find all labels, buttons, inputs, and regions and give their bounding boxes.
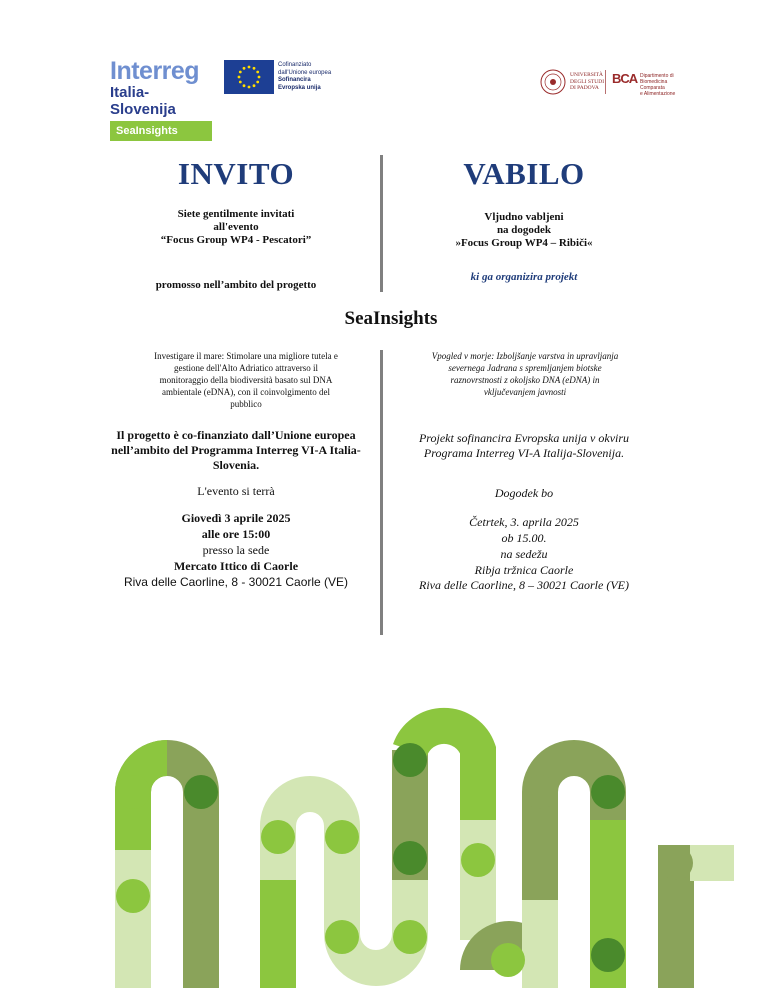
- slovenian-cofinancing: Projekt sofinancira Evropska unija v okviru Programa Interreg VI-A Italija-Slovenija.: [418, 431, 630, 460]
- department-name: [640, 73, 690, 97]
- italian-time: alle ore 15:00: [201, 527, 271, 541]
- slovenian-description: Vpogled v morje: Izboljšanje varstva in upravljanja severnega Jadrana s spremljanjem biotske raznovrstnosti z okoljsko DNA (eDNA) in vključevanjem javnosti: [431, 351, 619, 397]
- bca-mark-icon: BCA: [612, 71, 638, 86]
- eu-cofunding-text: [278, 62, 348, 92]
- uni-line-1: UNIVERSITÀ: [570, 72, 603, 78]
- slovenian-event-intro: Dogodek bo: [494, 486, 554, 500]
- seainsights-badge: SeaInsights: [110, 121, 212, 141]
- slovenian-organized: ki ga organizira projekt: [470, 271, 578, 283]
- italian-promoted: promosso nell’ambito del progetto: [155, 279, 317, 291]
- column-divider-top: [380, 155, 383, 292]
- slovenian-title: VABILO: [463, 156, 585, 191]
- logo-divider: [605, 70, 606, 94]
- italian-description: Investigare il mare: Stimolare una migliore tutela e gestione dell'Alto Adriatico attraverso il monitoraggio della biodiversità basato sul DNA ambientale (eDNA), con il coinvolgimento del pubblico: [154, 351, 338, 409]
- slovenian-invite-line-3: »Focus Group WP4 – Ribiči«: [455, 237, 593, 249]
- slovenian-time: ob 15.00.: [501, 531, 547, 545]
- italian-date: Giovedì 3 aprile 2025: [181, 511, 291, 525]
- slovenian-invite: [398, 211, 650, 250]
- university-name: [570, 72, 614, 92]
- slovenian-invite-line-2: na dogodek: [496, 224, 552, 236]
- uni-line-2: DEGLI STUDI: [570, 78, 605, 85]
- italian-venue-intro: presso la sede: [202, 543, 270, 557]
- italian-invite-line-1: Siete gentilmente invitati: [177, 208, 295, 220]
- italian-title: INVITO: [177, 156, 295, 191]
- slovenian-venue: Ribja tržnica Caorle: [474, 563, 574, 577]
- interreg-wordmark: Interreg: [110, 57, 200, 85]
- dept-line-2: Biomedicina Comparata: [640, 79, 668, 91]
- project-name: SeaInsights: [344, 308, 438, 329]
- italian-event-intro: L'evento si terrà: [197, 484, 275, 498]
- column-divider-bottom: [380, 350, 383, 635]
- uni-line-3: DI PADOVA: [570, 85, 599, 91]
- eu-flag-icon: [224, 60, 274, 94]
- interreg-region: Italia-Slovenija: [110, 84, 176, 118]
- slovenian-venue-intro: na sedežu: [500, 547, 548, 561]
- italian-venue: Mercato Ittico di Caorle: [173, 559, 299, 573]
- dept-line-3: e Alimentazione: [640, 91, 676, 97]
- italian-invite-line-2: all'evento: [213, 221, 259, 233]
- interreg-logo: [110, 58, 214, 141]
- eu-line-3: Sofinancira: [278, 77, 311, 83]
- decorative-dna-wave: [0, 700, 782, 988]
- eu-line-2: dall'Unione europea: [278, 69, 332, 76]
- eu-line-1: Cofinanziato: [278, 62, 312, 68]
- dept-line-1: Dipartimento di: [640, 73, 674, 79]
- eu-line-4: Evropska unija: [278, 84, 321, 91]
- italian-address: Riva delle Caorline, 8 - 30021 Caorle (VE): [123, 575, 349, 589]
- university-seal-icon: [540, 69, 566, 95]
- slovenian-invite-line-1: Vljudno vabljeni: [484, 211, 564, 223]
- italian-invite: [110, 208, 362, 247]
- slovenian-address: Riva delle Caorline, 8 – 30021 Caorle (VE): [419, 578, 629, 592]
- italian-cofinancing: Il progetto è co-finanziato dall’Unione europea nell’ambito del Programma Interreg VI-A Italia-Slovenia.: [111, 428, 361, 472]
- italian-invite-line-3: “Focus Group WP4 - Pescatori”: [160, 234, 312, 246]
- slovenian-date: Četrtek, 3. aprila 2025: [469, 515, 579, 529]
